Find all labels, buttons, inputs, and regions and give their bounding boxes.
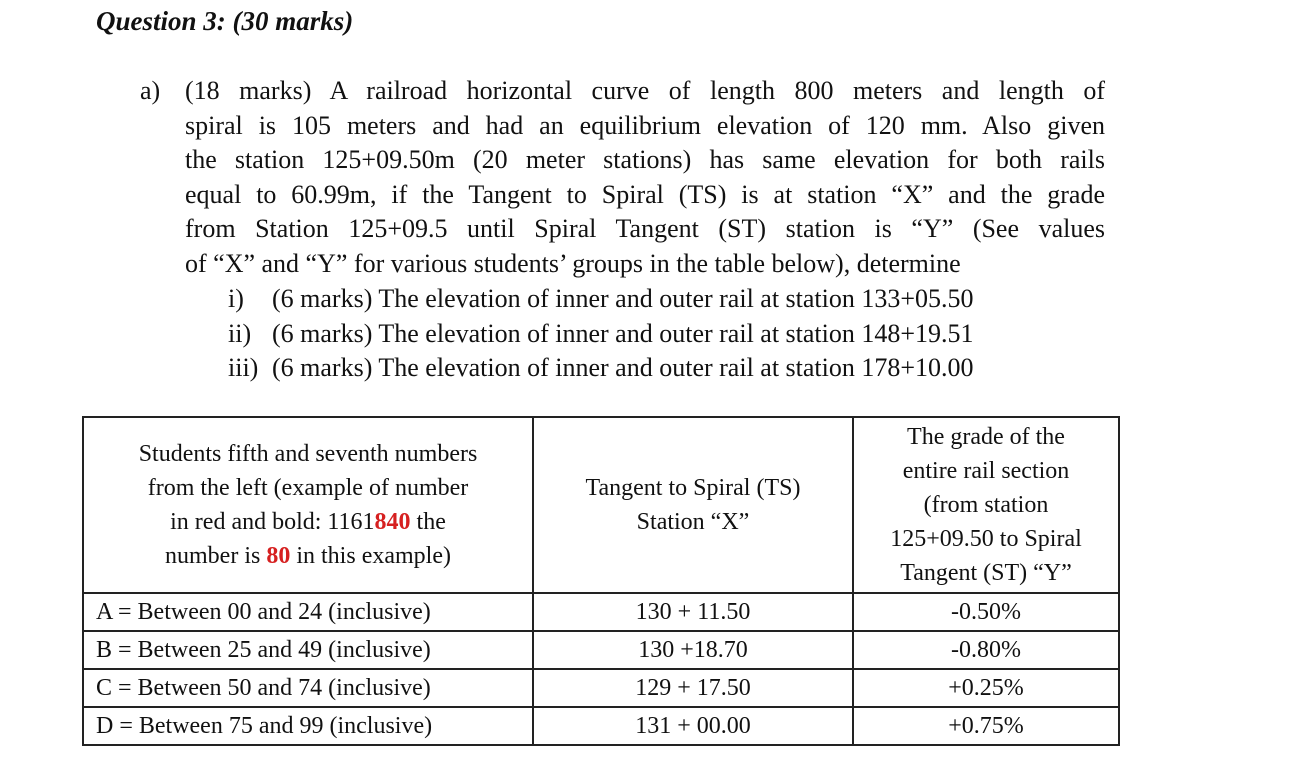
part-a-line: spiral is 105 meters and had an equilibrium elevation of 120 mm. Also given bbox=[185, 110, 1105, 140]
part-a-paragraph bbox=[140, 74, 1105, 281]
group-cell: C = Between 50 and 74 (inclusive) bbox=[83, 669, 533, 707]
part-a-marker: a) bbox=[140, 76, 161, 105]
table-header-row bbox=[83, 417, 1119, 593]
groups-table bbox=[82, 416, 1120, 746]
example-red-result: 80 bbox=[266, 543, 291, 569]
header-cell-grade bbox=[853, 417, 1119, 593]
header-text: Students fifth and seventh numbers bbox=[138, 441, 478, 467]
group-cell: B = Between 25 and 49 (inclusive) bbox=[83, 631, 533, 669]
header-text: entire rail section bbox=[902, 458, 1070, 484]
header-text bbox=[92, 505, 524, 539]
header-text bbox=[92, 539, 524, 573]
subpart-number: i) bbox=[228, 284, 244, 313]
station-cell: 131 + 00.00 bbox=[533, 707, 853, 745]
header-cell-ts-station bbox=[533, 417, 853, 593]
part-a-line: from Station 125+09.5 until Spiral Tangent (ST) station is “Y” (See values bbox=[185, 214, 1105, 243]
header-text-part: number is bbox=[165, 543, 267, 569]
header-text: 125+09.50 to Spiral bbox=[890, 526, 1082, 552]
group-cell: D = Between 75 and 99 (inclusive) bbox=[83, 707, 533, 745]
subpart-number: ii) bbox=[228, 318, 252, 348]
subpart-number: iii) bbox=[228, 353, 259, 382]
station-cell: 130 + 11.50 bbox=[533, 593, 853, 631]
header-text-part: in red and bold: 1161 bbox=[170, 509, 375, 535]
table-row bbox=[83, 707, 1119, 745]
header-text-part: in this example) bbox=[290, 543, 451, 569]
header-text: (from station bbox=[923, 492, 1049, 518]
table-row bbox=[83, 631, 1119, 669]
header-text: Tangent (ST) “Y” bbox=[900, 560, 1072, 586]
grade-cell: -0.50% bbox=[853, 593, 1119, 631]
header-text-part: the bbox=[410, 509, 446, 535]
part-a-line: equal to 60.99m, if the Tangent to Spiral (TS) is at station “X” and the grade bbox=[185, 179, 1105, 209]
header-cell-student-numbers bbox=[83, 417, 533, 593]
subpart-item bbox=[228, 317, 974, 352]
table-row bbox=[83, 593, 1119, 631]
station-cell: 130 +18.70 bbox=[533, 631, 853, 669]
header-text: The grade of the bbox=[907, 424, 1065, 450]
part-a-line: the station 125+09.50m (20 meter stations) has same elevation for both rails bbox=[185, 145, 1105, 174]
part-a-line: (18 marks) A railroad horizontal curve of length 800 meters and length of bbox=[185, 76, 1105, 105]
subpart-item bbox=[228, 282, 974, 317]
station-cell: 129 + 17.50 bbox=[533, 669, 853, 707]
part-a-line: of “X” and “Y” for various students’ groups in the table below), determine bbox=[185, 248, 961, 278]
group-cell: A = Between 00 and 24 (inclusive) bbox=[83, 593, 533, 631]
grade-cell: -0.80% bbox=[853, 631, 1119, 669]
subpart-item bbox=[228, 351, 974, 386]
question-heading: Question 3: (30 marks) bbox=[96, 6, 354, 36]
header-text: from the left (example of number bbox=[147, 475, 469, 501]
grade-cell: +0.25% bbox=[853, 669, 1119, 707]
header-text: Tangent to Spiral (TS) bbox=[585, 475, 801, 501]
subpart-text: (6 marks) The elevation of inner and outer rail at station 178+10.00 bbox=[272, 353, 974, 382]
grade-cell: +0.75% bbox=[853, 707, 1119, 745]
table-row bbox=[83, 669, 1119, 707]
example-red-number: 840 bbox=[374, 509, 411, 535]
subparts-list bbox=[228, 282, 974, 386]
subpart-text: (6 marks) The elevation of inner and outer rail at station 148+19.51 bbox=[272, 318, 974, 348]
header-text: Station “X” bbox=[636, 509, 750, 535]
subpart-text: (6 marks) The elevation of inner and outer rail at station 133+05.50 bbox=[272, 284, 974, 313]
